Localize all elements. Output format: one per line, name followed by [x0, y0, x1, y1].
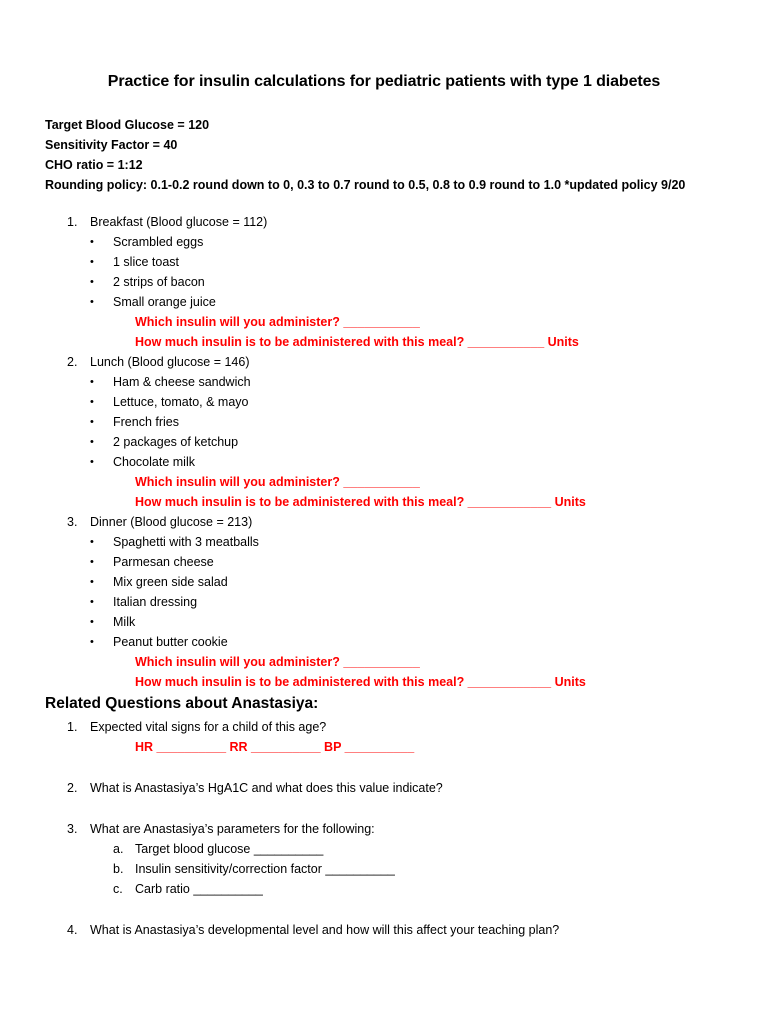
list-item — [0, 632, 768, 652]
meal-label: Breakfast (Blood glucose = 112) — [90, 215, 268, 229]
bullet-icon: • — [90, 296, 94, 308]
meal-lunch — [0, 352, 768, 372]
food-item: Parmesan cheese — [113, 555, 214, 569]
bullet-icon: • — [90, 436, 94, 448]
list-number: 1. — [67, 720, 78, 734]
insulin-type-question: Which insulin will you administer? ___________ — [135, 655, 420, 669]
food-item: French fries — [113, 415, 179, 429]
list-item — [0, 452, 768, 472]
related-question-3 — [0, 819, 768, 839]
bullet-icon: • — [90, 276, 94, 288]
bullet-icon: • — [90, 556, 94, 568]
target-blood-glucose: Target Blood Glucose = 120 — [45, 118, 210, 132]
sub-item — [0, 879, 768, 899]
sensitivity-factor: Sensitivity Factor = 40 — [45, 138, 178, 152]
list-item — [0, 292, 768, 312]
food-item: Milk — [113, 615, 136, 629]
bullet-icon: • — [90, 616, 94, 628]
list-number: 3. — [67, 822, 78, 836]
related-question-2 — [0, 778, 768, 798]
bullet-icon: • — [90, 376, 94, 388]
insulin-type-question: Which insulin will you administer? ___________ — [135, 475, 420, 489]
list-item — [0, 372, 768, 392]
sub-letter: b. — [113, 862, 124, 876]
question-text: What are Anastasiya’s parameters for the following: — [90, 822, 375, 836]
bullet-icon: • — [90, 536, 94, 548]
list-number: 2. — [67, 355, 78, 369]
question-text: What is Anastasiya’s developmental level and how will this affect your teaching plan? — [90, 923, 560, 937]
food-item: Peanut butter cookie — [113, 635, 228, 649]
related-questions-heading: Related Questions about Anastasiya: — [45, 695, 319, 712]
list-item — [0, 272, 768, 292]
list-item — [0, 592, 768, 612]
related-question-4 — [0, 920, 768, 940]
rounding-policy: Rounding policy: 0.1-0.2 round down to 0, 0.3 to 0.7 round to 0.5, 0.8 to 0.9 round to 1.0 *updated policy 9/20 — [45, 178, 686, 192]
food-item: Lettuce, tomato, & mayo — [113, 395, 249, 409]
food-item: Spaghetti with 3 meatballs — [113, 535, 259, 549]
sub-letter: c. — [113, 882, 123, 896]
bullet-icon: • — [90, 416, 94, 428]
bullet-icon: • — [90, 636, 94, 648]
vital-signs-answer: HR __________ RR __________ BP __________ — [135, 740, 415, 754]
sub-text: Insulin sensitivity/correction factor __________ — [135, 862, 395, 876]
food-item: Italian dressing — [113, 595, 198, 609]
food-item: Ham & cheese sandwich — [113, 375, 251, 389]
bullet-icon: • — [90, 236, 94, 248]
bullet-icon: • — [90, 456, 94, 468]
bullet-icon: • — [90, 256, 94, 268]
cho-ratio: CHO ratio = 1:12 — [45, 158, 143, 172]
food-item: 1 slice toast — [113, 255, 180, 269]
dosing-parameters — [45, 115, 685, 195]
meal-dinner — [0, 512, 768, 532]
page-title: Practice for insulin calculations for pediatric patients with type 1 diabetes — [107, 73, 661, 90]
sub-item — [0, 839, 768, 859]
bullet-icon: • — [90, 576, 94, 588]
sub-letter: a. — [113, 842, 124, 856]
related-questions — [0, 717, 768, 940]
meal-questions — [0, 212, 768, 692]
meal-breakfast — [0, 212, 768, 232]
insulin-amount-question: How much insulin is to be administered with this meal? ____________ Units — [135, 675, 586, 689]
list-item — [0, 552, 768, 572]
meal-label: Lunch (Blood glucose = 146) — [90, 355, 250, 369]
food-item: Small orange juice — [113, 295, 216, 309]
list-item — [0, 432, 768, 452]
bullet-icon: • — [90, 396, 94, 408]
food-item: 2 strips of bacon — [113, 275, 205, 289]
food-item: 2 packages of ketchup — [113, 435, 239, 449]
insulin-amount-question: How much insulin is to be administered with this meal? ____________ Units — [135, 495, 586, 509]
list-number: 2. — [67, 781, 78, 795]
list-item — [0, 412, 768, 432]
food-item: Scrambled eggs — [113, 235, 204, 249]
list-number: 4. — [67, 923, 78, 937]
list-item — [0, 572, 768, 592]
list-item — [0, 252, 768, 272]
sub-text: Carb ratio __________ — [135, 882, 263, 896]
insulin-amount-question: How much insulin is to be administered with this meal? ___________ Units — [135, 335, 579, 349]
list-item — [0, 612, 768, 632]
food-item: Chocolate milk — [113, 455, 195, 469]
insulin-type-question: Which insulin will you administer? ___________ — [135, 315, 420, 329]
question-text: Expected vital signs for a child of this age? — [90, 720, 327, 734]
sub-item — [0, 859, 768, 879]
list-item — [0, 232, 768, 252]
list-number: 1. — [67, 215, 78, 229]
question-text: What is Anastasiya’s HgA1C and what does this value indicate? — [90, 781, 443, 795]
food-item: Mix green side salad — [113, 575, 228, 589]
list-number: 3. — [67, 515, 78, 529]
related-question-1 — [0, 717, 768, 737]
meal-label: Dinner (Blood glucose = 213) — [90, 515, 253, 529]
sub-text: Target blood glucose __________ — [135, 842, 324, 856]
list-item — [0, 532, 768, 552]
bullet-icon: • — [90, 596, 94, 608]
list-item — [0, 392, 768, 412]
